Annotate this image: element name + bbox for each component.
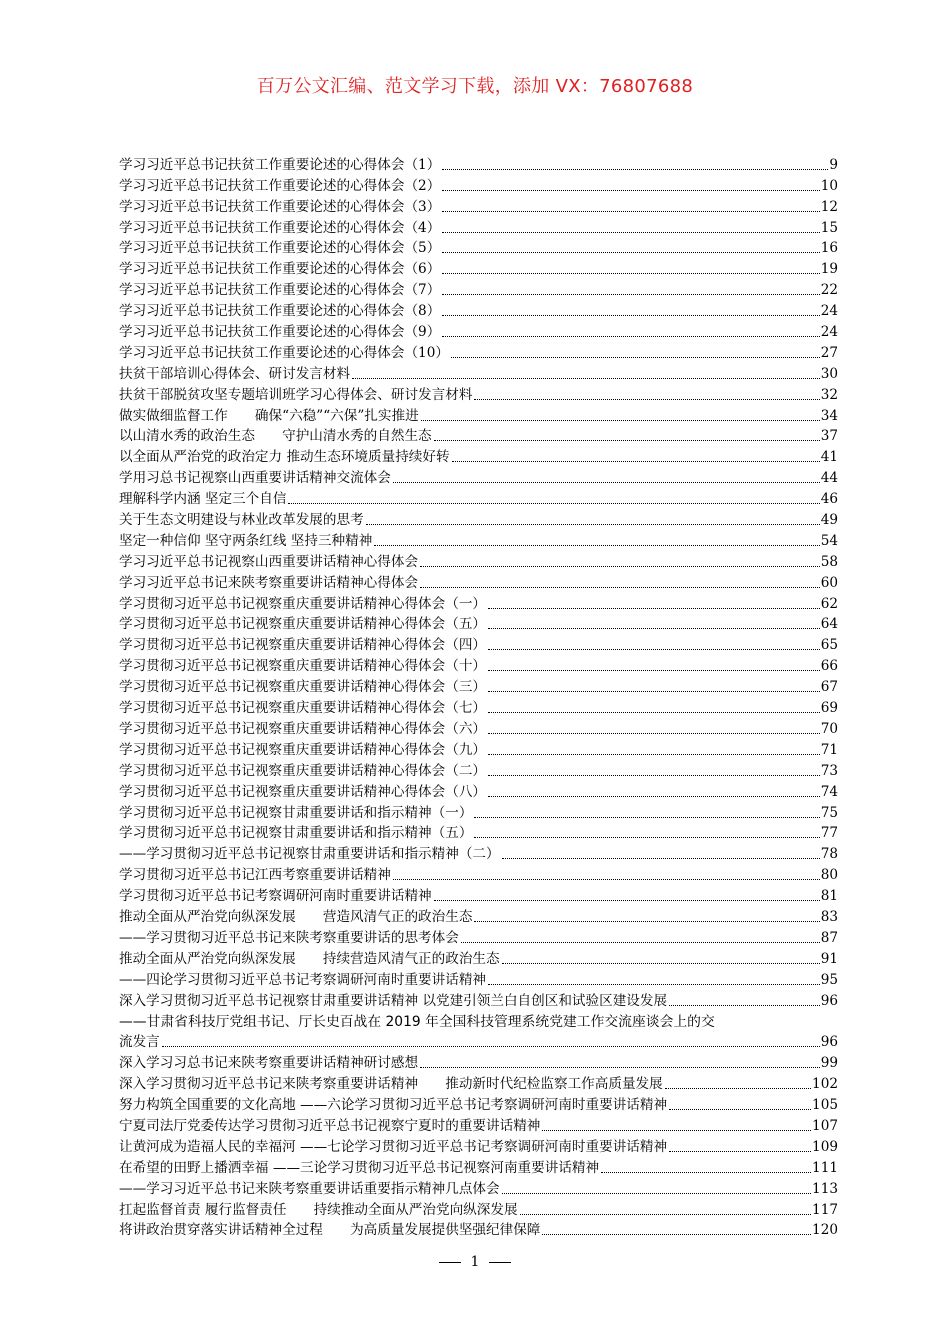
- toc-dot-leader: [488, 711, 820, 713]
- toc-entry-title: 流发言: [119, 1034, 160, 1051]
- toc-entry[interactable]: [119, 906, 838, 927]
- toc-dot-leader: [434, 899, 820, 901]
- toc-entry-page: 46: [820, 491, 838, 508]
- toc-entry-title: 学习习近平总书记来陕考察重要讲话精神心得体会: [119, 574, 419, 591]
- toc-entry[interactable]: [119, 676, 838, 697]
- toc-entry[interactable]: [119, 802, 838, 823]
- toc-entry[interactable]: [119, 258, 838, 279]
- toc-dot-leader: [488, 607, 820, 609]
- toc-dot-leader: [434, 439, 820, 441]
- toc-entry-page: 30: [820, 365, 838, 382]
- toc-dot-leader: [442, 251, 819, 253]
- toc-dot-leader: [420, 586, 820, 588]
- toc-entry[interactable]: [119, 1157, 838, 1178]
- toc-entry-title: 学习贯彻习近平总书记视察重庆重要讲话精神心得体会（七）: [119, 700, 487, 717]
- toc-entry[interactable]: [119, 300, 838, 321]
- toc-entry-page: 87: [820, 929, 838, 946]
- page-number: 1: [470, 1254, 480, 1270]
- toc-entry-title: 学习习近平总书记扶贫工作重要论述的心得体会（8）: [119, 303, 441, 320]
- toc-entry[interactable]: [119, 426, 838, 447]
- toc-entry[interactable]: [119, 572, 838, 593]
- toc-entry-title: 做实做细监督工作 确保“六稳”“六保”扎实推进: [119, 407, 419, 424]
- table-of-contents: [119, 154, 838, 1240]
- toc-dot-leader: [442, 314, 819, 316]
- toc-entry[interactable]: [119, 196, 838, 217]
- toc-dot-leader: [442, 210, 819, 212]
- toc-entry-page: 22: [820, 282, 838, 299]
- toc-dot-leader: [420, 1066, 820, 1068]
- toc-dot-leader: [542, 1129, 811, 1131]
- toc-entry-title: 学习习近平总书记扶贫工作重要论述的心得体会（3）: [119, 198, 441, 215]
- toc-entry[interactable]: [119, 843, 838, 864]
- toc-entry-page: 70: [820, 720, 838, 737]
- toc-entry[interactable]: [119, 1136, 838, 1157]
- toc-entry-title: 学习贯彻习近平总书记视察重庆重要讲话精神心得体会（六）: [119, 720, 487, 737]
- toc-entry-title: 深入学习贯彻习近平总书记视察甘肃重要讲话精神 以党建引领兰白自创区和试验区建设发展: [119, 992, 668, 1009]
- toc-dot-leader: [665, 1087, 811, 1089]
- toc-entry[interactable]: [119, 1011, 838, 1032]
- toc-entry-title: 推动全面从严治党向纵深发展 营造风清气正的政治生态: [119, 908, 473, 925]
- toc-entry[interactable]: [119, 467, 838, 488]
- toc-entry-page: 99: [820, 1055, 838, 1072]
- toc-entry-page: 24: [820, 324, 838, 341]
- toc-entry-title: 将讲政治贯穿落实讲话精神全过程 为高质量发展提供坚强纪律保障: [119, 1222, 541, 1239]
- toc-entry-title: 学习贯彻习近平总书记视察重庆重要讲话精神心得体会（三）: [119, 679, 487, 696]
- toc-dot-leader: [393, 878, 820, 880]
- toc-entry[interactable]: [119, 1199, 838, 1220]
- toc-entry[interactable]: [119, 1073, 838, 1094]
- toc-entry-page: 16: [820, 240, 838, 257]
- toc-dot-leader: [502, 857, 820, 859]
- toc-entry-page: 54: [820, 532, 838, 549]
- toc-entry[interactable]: [119, 279, 838, 300]
- toc-entry-page: 67: [820, 679, 838, 696]
- page-header-banner: 百万公文汇编、范文学习下载，添加 VX：76807688: [256, 76, 694, 97]
- toc-entry-title: 深入学习贯彻习近平总书记来陕考察重要讲话精神 推动新时代纪检监察工作高质量发展: [119, 1076, 663, 1093]
- toc-entry-title: ——学习贯彻习近平总书记视察甘肃重要讲话和指示精神（二）: [119, 846, 500, 863]
- toc-dot-leader: [669, 1150, 811, 1152]
- toc-entry-page: 77: [820, 825, 838, 842]
- toc-dot-leader: [461, 941, 820, 943]
- toc-entry-page: 113: [812, 1180, 838, 1197]
- toc-entry-title: 以山清水秀的政治生态 守护山清水秀的自然生态: [119, 428, 432, 445]
- toc-entry-title: ——学习习近平总书记来陕考察重要讲话重要指示精神几点体会: [119, 1180, 500, 1197]
- toc-dot-leader: [488, 732, 820, 734]
- toc-entry[interactable]: [119, 697, 838, 718]
- toc-entry-page: 74: [820, 783, 838, 800]
- toc-entry-title: 宁夏司法厅党委传达学习贯彻习近平总书记视察宁夏时的重要讲话精神: [119, 1117, 541, 1134]
- toc-entry-title: 学习习近平总书记扶贫工作重要论述的心得体会（10）: [119, 344, 449, 361]
- toc-entry-title: 学习习近平总书记扶贫工作重要论述的心得体会（9）: [119, 324, 441, 341]
- toc-dot-leader: [542, 1233, 811, 1235]
- toc-entry-page: 12: [820, 198, 838, 215]
- toc-entry-title: 扛起监督首责 履行监督责任 持续推动全面从严治党向纵深发展: [119, 1201, 518, 1218]
- toc-dot-leader: [669, 1108, 811, 1110]
- toc-dot-leader: [442, 231, 819, 233]
- toc-entry-title: 扶贫干部脱贫攻坚专题培训班学习心得体会、研讨发言材料: [119, 386, 473, 403]
- toc-entry-page: 41: [820, 449, 838, 466]
- toc-entry-title: 学习贯彻习近平总书记视察重庆重要讲话精神心得体会（一）: [119, 595, 487, 612]
- toc-entry-page: 9: [829, 156, 838, 173]
- toc-dot-leader: [442, 293, 819, 295]
- toc-entry[interactable]: [119, 614, 838, 635]
- toc-entry-page: 120: [812, 1222, 838, 1239]
- toc-dot-leader: [488, 795, 820, 797]
- toc-dot-leader: [488, 690, 820, 692]
- toc-entry[interactable]: [119, 530, 838, 551]
- toc-entry[interactable]: [119, 739, 838, 760]
- toc-entry-title: ——甘肃省科技厅党组书记、厅长史百战在 2019 年全国科技管理系统党建工作交流座谈会上的交: [119, 1013, 715, 1030]
- toc-dot-leader: [474, 816, 819, 818]
- toc-entry-page: 109: [812, 1138, 838, 1155]
- toc-entry-page: 95: [820, 971, 838, 988]
- toc-dot-leader: [451, 356, 820, 358]
- toc-dot-leader: [601, 1171, 811, 1173]
- toc-entry-title: 学习贯彻习近平总书记视察甘肃重要讲话和指示精神（五）: [119, 825, 473, 842]
- toc-entry[interactable]: [119, 760, 838, 781]
- toc-entry[interactable]: [119, 823, 838, 844]
- toc-entry-page: 69: [820, 700, 838, 717]
- toc-entry-page: 73: [820, 762, 838, 779]
- footer-dash-right: [489, 1262, 511, 1263]
- toc-entry-page: 27: [820, 344, 838, 361]
- toc-entry[interactable]: [119, 509, 838, 530]
- toc-dot-leader: [474, 398, 819, 400]
- toc-dot-leader: [288, 502, 819, 504]
- toc-entry-page: 81: [820, 888, 838, 905]
- toc-entry[interactable]: [119, 405, 838, 426]
- toc-dot-leader: [442, 335, 819, 337]
- toc-entry-page: 96: [820, 1034, 838, 1051]
- toc-entry-title: 学习贯彻习近平总书记视察重庆重要讲话精神心得体会（二）: [119, 762, 487, 779]
- toc-entry[interactable]: [119, 990, 838, 1011]
- toc-entry-title: 学习贯彻习近平总书记考察调研河南时重要讲话精神: [119, 888, 432, 905]
- toc-dot-leader: [366, 523, 820, 525]
- toc-entry-page: 80: [820, 867, 838, 884]
- toc-dot-leader: [488, 983, 820, 985]
- toc-entry-page: 65: [820, 637, 838, 654]
- toc-entry[interactable]: [119, 593, 838, 614]
- toc-entry-title: 关于生态文明建设与林业改革发展的思考: [119, 512, 364, 529]
- toc-entry-page: 102: [812, 1076, 838, 1093]
- toc-entry[interactable]: [119, 948, 838, 969]
- toc-entry[interactable]: [119, 175, 838, 196]
- toc-dot-leader: [488, 648, 820, 650]
- toc-entry-title: 学习习近平总书记扶贫工作重要论述的心得体会（4）: [119, 219, 441, 236]
- toc-entry[interactable]: [119, 321, 838, 342]
- toc-entry[interactable]: [119, 927, 838, 948]
- toc-entry[interactable]: [119, 864, 838, 885]
- toc-entry-page: 24: [820, 303, 838, 320]
- toc-dot-leader: [420, 565, 820, 567]
- toc-dot-leader: [352, 377, 820, 379]
- toc-entry-page: 66: [820, 658, 838, 675]
- toc-dot-leader: [421, 419, 820, 421]
- toc-entry-page: 111: [812, 1159, 838, 1176]
- toc-entry[interactable]: [119, 885, 838, 906]
- toc-entry[interactable]: [119, 238, 838, 259]
- toc-entry-page: 19: [820, 261, 838, 278]
- toc-dot-leader: [442, 272, 819, 274]
- toc-entry[interactable]: [119, 488, 838, 509]
- toc-entry[interactable]: [119, 718, 838, 739]
- toc-dot-leader: [162, 1045, 820, 1047]
- toc-entry-title: 学习习近平总书记扶贫工作重要论述的心得体会（5）: [119, 240, 441, 257]
- toc-entry-title: 学习贯彻习近平总书记视察重庆重要讲话精神心得体会（十）: [119, 658, 487, 675]
- toc-dot-leader: [488, 753, 820, 755]
- toc-entry-title: 学习习近平总书记扶贫工作重要论述的心得体会（2）: [119, 177, 441, 194]
- toc-entry-page: 60: [820, 574, 838, 591]
- toc-entry-page: 10: [820, 177, 838, 194]
- toc-entry-title: 理解科学内涵 坚定三个自信: [119, 491, 287, 508]
- toc-entry-title: 坚定一种信仰 坚守两条红线 坚持三种精神: [119, 532, 373, 549]
- toc-entry-title: 扶贫干部培训心得体会、研讨发言材料: [119, 365, 351, 382]
- toc-entry-title: 努力构筑全国重要的文化高地 ——六论学习贯彻习近平总书记考察调研河南时重要讲话精神: [119, 1097, 668, 1114]
- toc-entry[interactable]: [119, 217, 838, 238]
- toc-dot-leader: [520, 1213, 812, 1215]
- toc-dot-leader: [474, 920, 819, 922]
- toc-entry-title: 让黄河成为造福人民的幸福河 ——七论学习贯彻习近平总书记考察调研河南时重要讲话精神: [119, 1138, 668, 1155]
- toc-entry[interactable]: [119, 1220, 838, 1241]
- toc-entry-page: 96: [820, 992, 838, 1009]
- toc-entry-title: 学习贯彻习近平总书记视察重庆重要讲话精神心得体会（八）: [119, 783, 487, 800]
- toc-entry-title: 学习贯彻习近平总书记视察甘肃重要讲话和指示精神（一）: [119, 804, 473, 821]
- toc-entry-page: 64: [820, 616, 838, 633]
- toc-entry-page: 91: [820, 950, 838, 967]
- toc-entry-title: ——学习贯彻习近平总书记来陕考察重要讲话的思考体会: [119, 929, 459, 946]
- toc-dot-leader: [488, 774, 820, 776]
- toc-entry-page: 37: [820, 428, 838, 445]
- toc-entry[interactable]: [119, 969, 838, 990]
- toc-entry[interactable]: [119, 342, 838, 363]
- toc-entry-page: 75: [820, 804, 838, 821]
- toc-entry[interactable]: [119, 363, 838, 384]
- toc-dot-leader: [452, 460, 820, 462]
- toc-entry-title: 学用习总书记视察山西重要讲话精神交流体会: [119, 470, 391, 487]
- toc-dot-leader: [374, 544, 819, 546]
- toc-entry[interactable]: [119, 1094, 838, 1115]
- toc-entry[interactable]: [119, 634, 838, 655]
- toc-entry[interactable]: [119, 781, 838, 802]
- toc-entry-page: 34: [820, 407, 838, 424]
- toc-entry-title: 以全面从严治党的政治定力 推动生态环境质量持续好转: [119, 449, 450, 466]
- toc-entry[interactable]: [119, 384, 838, 405]
- toc-entry-title: 学习习近平总书记扶贫工作重要论述的心得体会（6）: [119, 261, 441, 278]
- toc-entry-title: 学习贯彻习近平总书记视察重庆重要讲话精神心得体会（五）: [119, 616, 487, 633]
- toc-entry[interactable]: [119, 551, 838, 572]
- toc-entry-title: 学习贯彻习近平总书记视察重庆重要讲话精神心得体会（九）: [119, 741, 487, 758]
- toc-dot-leader: [502, 962, 820, 964]
- toc-dot-leader: [502, 1192, 811, 1194]
- toc-entry-page: 62: [820, 595, 838, 612]
- toc-dot-leader: [488, 669, 820, 671]
- footer-dash-left: [439, 1262, 461, 1263]
- toc-entry-title: 深入学习习总书记来陕考察重要讲话精神研讨感想: [119, 1055, 419, 1072]
- toc-dot-leader: [442, 189, 819, 191]
- toc-entry[interactable]: [119, 446, 838, 467]
- toc-entry-page: 78: [820, 846, 838, 863]
- toc-entry-title: 学习习近平总书记扶贫工作重要论述的心得体会（1）: [119, 156, 441, 173]
- toc-entry-page: 49: [820, 512, 838, 529]
- toc-entry[interactable]: [119, 1115, 838, 1136]
- toc-entry[interactable]: [119, 655, 838, 676]
- toc-dot-leader: [669, 1004, 820, 1006]
- toc-dot-leader: [474, 836, 819, 838]
- toc-entry-page: 107: [812, 1117, 838, 1134]
- toc-dot-leader: [393, 481, 820, 483]
- toc-entry[interactable]: [119, 1032, 838, 1053]
- toc-entry-page: 32: [820, 386, 838, 403]
- toc-entry[interactable]: [119, 154, 838, 175]
- toc-entry-page: 71: [820, 741, 838, 758]
- toc-dot-leader: [488, 627, 820, 629]
- toc-entry-page: 83: [820, 908, 838, 925]
- toc-dot-leader: [442, 168, 828, 170]
- toc-entry[interactable]: [119, 1052, 838, 1073]
- toc-entry-page: 117: [812, 1201, 838, 1218]
- toc-entry-title: 学习习近平总书记视察山西重要讲话精神心得体会: [119, 553, 419, 570]
- toc-entry-title: ——四论学习贯彻习近平总书记考察调研河南时重要讲话精神: [119, 971, 487, 988]
- toc-entry-title: 学习贯彻习近平总书记江西考察重要讲话精神: [119, 867, 391, 884]
- toc-entry[interactable]: [119, 1178, 838, 1199]
- toc-entry-title: 推动全面从严治党向纵深发展 持续营造风清气正的政治生态: [119, 950, 500, 967]
- toc-entry-title: 学习贯彻习近平总书记视察重庆重要讲话精神心得体会（四）: [119, 637, 487, 654]
- toc-entry-page: 105: [812, 1097, 838, 1114]
- page-footer: [0, 1254, 950, 1270]
- toc-entry-page: 58: [820, 553, 838, 570]
- toc-entry-title: 在希望的田野上播洒幸福 ——三论学习贯彻习近平总书记视察河南重要讲话精神: [119, 1159, 600, 1176]
- toc-entry-page: 15: [820, 219, 838, 236]
- toc-entry-page: 44: [820, 470, 838, 487]
- toc-entry-title: 学习习近平总书记扶贫工作重要论述的心得体会（7）: [119, 282, 441, 299]
